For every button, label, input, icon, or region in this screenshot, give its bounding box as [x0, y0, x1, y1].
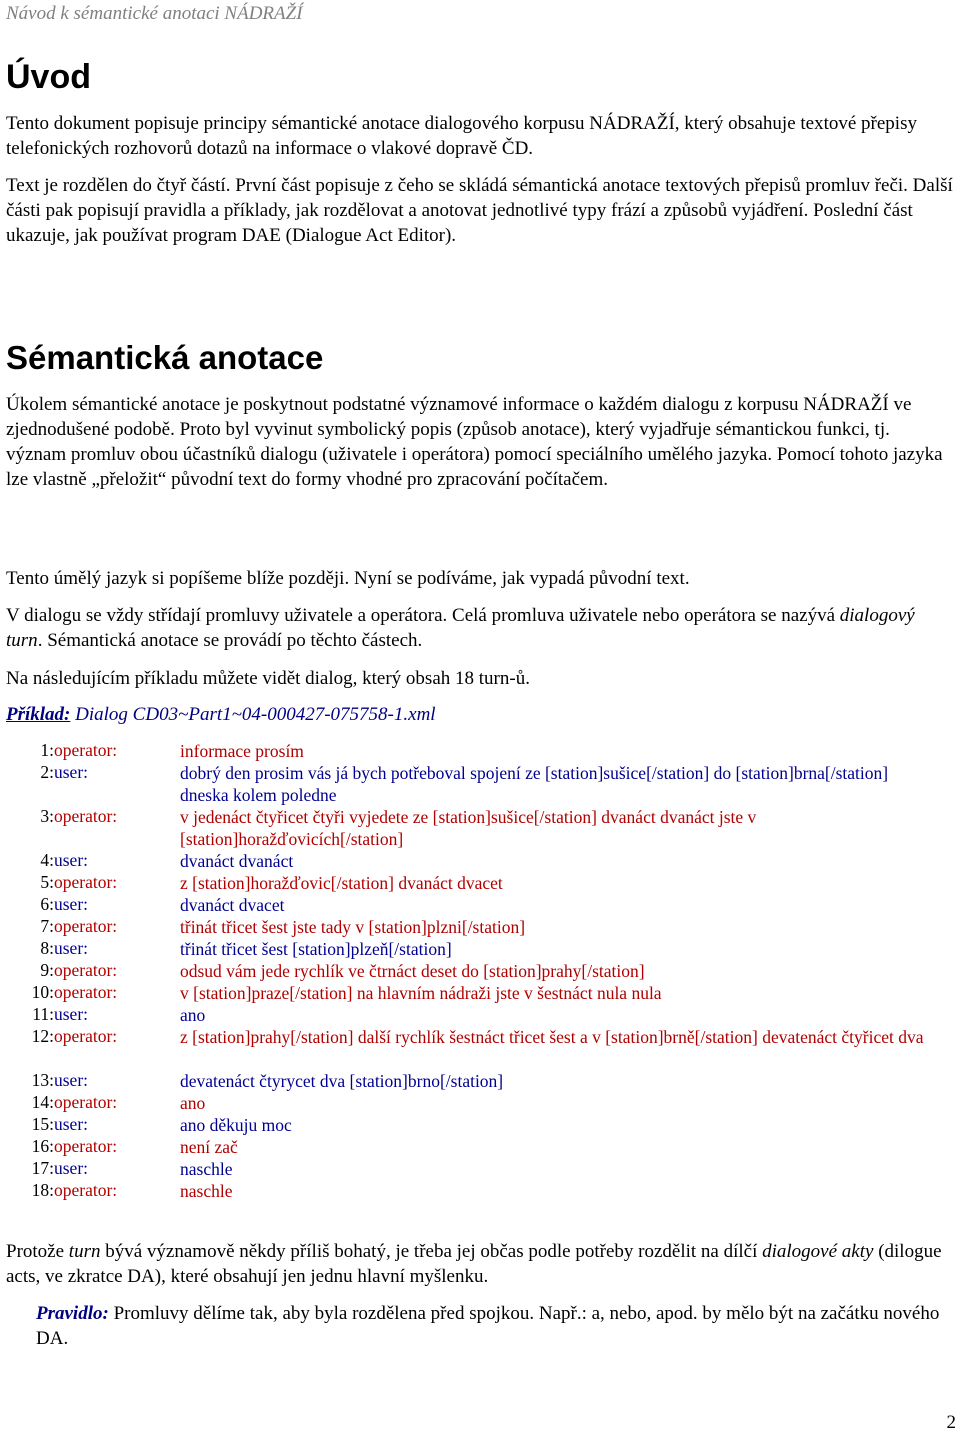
turn-speaker: user:: [54, 1070, 89, 1090]
turn-text: není zač: [180, 1137, 238, 1157]
turn-text: ano děkuju moc: [180, 1115, 292, 1135]
turn-number: 16:: [31, 1136, 54, 1156]
semantic-paragraph-4: Na následujícím příkladu můžete vidět dialog, který obsah 18 turn-ů.: [6, 668, 530, 689]
rule-paragraph: [36, 1301, 954, 1351]
turn-number: 3:: [40, 806, 54, 826]
turn-speaker: operator:: [54, 872, 118, 892]
section-title-intro: Úvod: [6, 58, 91, 96]
turn-number: 11:: [32, 1004, 54, 1024]
turn-text: v [station]praze[/station] na hlavním nádraži jste v šestnáct nula nula: [180, 983, 662, 1003]
running-header: Návod k sémantické anotaci NÁDRAŽÍ: [6, 3, 303, 24]
example-title: [6, 704, 436, 726]
turn-number: 10:: [31, 982, 54, 1002]
turn-speaker: user:: [54, 1004, 89, 1024]
turn-text: ano: [180, 1005, 206, 1025]
turn-speaker: operator:: [54, 1136, 118, 1156]
turn-speaker: operator:: [54, 1026, 118, 1046]
term-dialog-turn: dialogový turn: [6, 605, 915, 651]
dialog-acts-paragraph: [6, 1239, 954, 1289]
turn-speaker: operator:: [54, 1092, 118, 1112]
turn-text: z [station]prahy[/station] další rychlík šestnáct třicet šest a v [station]brně[/station] devatenáct čtyřicet dva: [180, 1027, 924, 1047]
rule-text: Promluvy dělíme tak, aby byla rozdělena před spojkou. Např.: a, nebo, apod. by mělo být na začátku nového DA.: [36, 1303, 940, 1349]
turn-text: z [station]horažďovic[/station] dvanáct dvacet: [180, 873, 503, 893]
turn-speaker: operator:: [54, 806, 118, 826]
turn-text: dvanáct dvanáct: [180, 851, 294, 871]
semantic-paragraph-3: [6, 603, 954, 653]
turn-speaker: user:: [54, 1114, 89, 1134]
text-run: Protože: [6, 1241, 69, 1262]
turn-text: dvanáct dvacet: [180, 895, 285, 915]
turn-speaker: operator:: [54, 1180, 118, 1200]
turn-text: naschle: [180, 1159, 233, 1179]
turn-number: 9:: [40, 960, 54, 980]
text-run: . Sémantická anotace se provádí po těchto částech.: [37, 630, 423, 651]
turn-text: dobrý den prosim vás já bych potřeboval spojení ze [station]sušice[/station] do [station]brna[/station] dneska kolem poledne: [180, 763, 889, 805]
turn-text: informace prosím: [180, 741, 304, 761]
text-run: (dilogue acts, ve zkratce DA), které obsahují jen jednu hlavní myšlenku.: [6, 1241, 942, 1287]
turn-speaker: operator:: [54, 916, 118, 936]
turn-number: 7:: [40, 916, 54, 936]
text-run: bývá významově někdy příliš bohatý, je třeba jej občas podle potřeby rozdělit na dílčí: [100, 1241, 763, 1262]
turn-speaker: operator:: [54, 740, 118, 760]
example-label: Příklad:: [6, 704, 71, 725]
turn-text: třinát třicet šest jste tady v [station]plzni[/station]: [180, 917, 526, 937]
rule-label: Pravidlo:: [36, 1303, 109, 1324]
turn-speaker: operator:: [54, 960, 118, 980]
turn-number: 15:: [31, 1114, 54, 1134]
turn-number: 6:: [40, 894, 54, 914]
page-number: 2: [946, 1412, 956, 1433]
semantic-paragraph-1: Úkolem sémantické anotace je poskytnout podstatné významové informace o každém dialogu z korpusu NÁDRAŽÍ ve zjednodušené podobě. Proto byl vyvinut symbolický popis (způsob anotace), který vyjadřuje sémantickou funkci, tj. význam promluv obou účastníků dialogu (uživatele i operátora) pomocí speciálního umělého jazyka. Pomocí tohoto jazyka lze vlastně „přeložit“ původní text do formy vhodné pro zpracování počítačem.: [6, 394, 943, 490]
turn-number: 12:: [31, 1026, 54, 1046]
turn-text: třinát třicet šest [station]plzeň[/station]: [180, 939, 452, 959]
term-dialog-acts: dialogové akty: [762, 1241, 874, 1262]
turn-speaker: user:: [54, 894, 89, 914]
intro-paragraph-1: Tento dokument popisuje principy sémantické anotace dialogového korpusu NÁDRAŽÍ, který obsahuje textové přepisy telefonických rozhovorů dotazů na informace o vlakové dopravě ČD.: [6, 113, 917, 159]
turn-number: 18:: [31, 1180, 54, 1200]
turn-speaker: user:: [54, 938, 89, 958]
turn-text: odsud vám jede rychlík ve čtrnáct deset do [station]prahy[/station]: [180, 961, 645, 981]
turn-number: 2:: [40, 762, 54, 782]
turn-text: v jedenáct čtyřicet čtyři vyjedete ze [station]sušice[/station] dvanáct dvanáct jste v [station]horažďovicích[/station]: [180, 807, 757, 849]
turn-number: 14:: [31, 1092, 54, 1112]
turn-text: ano: [180, 1093, 206, 1113]
turn-speaker: operator:: [54, 982, 118, 1002]
text-run: V dialogu se vždy střídají promluvy uživatele a operátora. Celá promluva uživatele nebo operátora se nazývá: [6, 605, 840, 626]
turn-number: 5:: [40, 872, 54, 892]
turn-number: 13:: [31, 1070, 54, 1090]
turn-speaker: user:: [54, 1158, 89, 1178]
turn-number: 4:: [40, 850, 54, 870]
turn-speaker: user:: [54, 850, 89, 870]
term-turn: turn: [68, 1241, 101, 1262]
turn-text: devatenáct čtyrycet dva [station]brno[/station]: [180, 1071, 504, 1091]
turn-number: 17:: [31, 1158, 54, 1178]
semantic-paragraph-2: Tento úmělý jazyk si popíšeme blíže později. Nyní se podíváme, jak vypadá původní text.: [6, 568, 690, 589]
turn-number: 8:: [40, 938, 54, 958]
turn-text: naschle: [180, 1181, 233, 1201]
intro-paragraph-2: Text je rozdělen do čtyř částí. První část popisuje z čeho se skládá sémantická anotace textových přepisů promluv řeči. Další části pak popisují pravidla a příklady, jak rozdělovat a anotovat jednotlivé typy frází a způsobů vyjádření. Poslední část ukazuje, jak používat program DAE (Dialogue Act Editor).: [6, 175, 953, 246]
turn-number: 1:: [40, 740, 54, 760]
example-filename: Dialog CD03~Part1~04-000427-075758-1.xml: [75, 704, 436, 725]
turn-speaker: user:: [54, 762, 89, 782]
section-title-semantic-annotation: Sémantická anotace: [6, 339, 324, 376]
